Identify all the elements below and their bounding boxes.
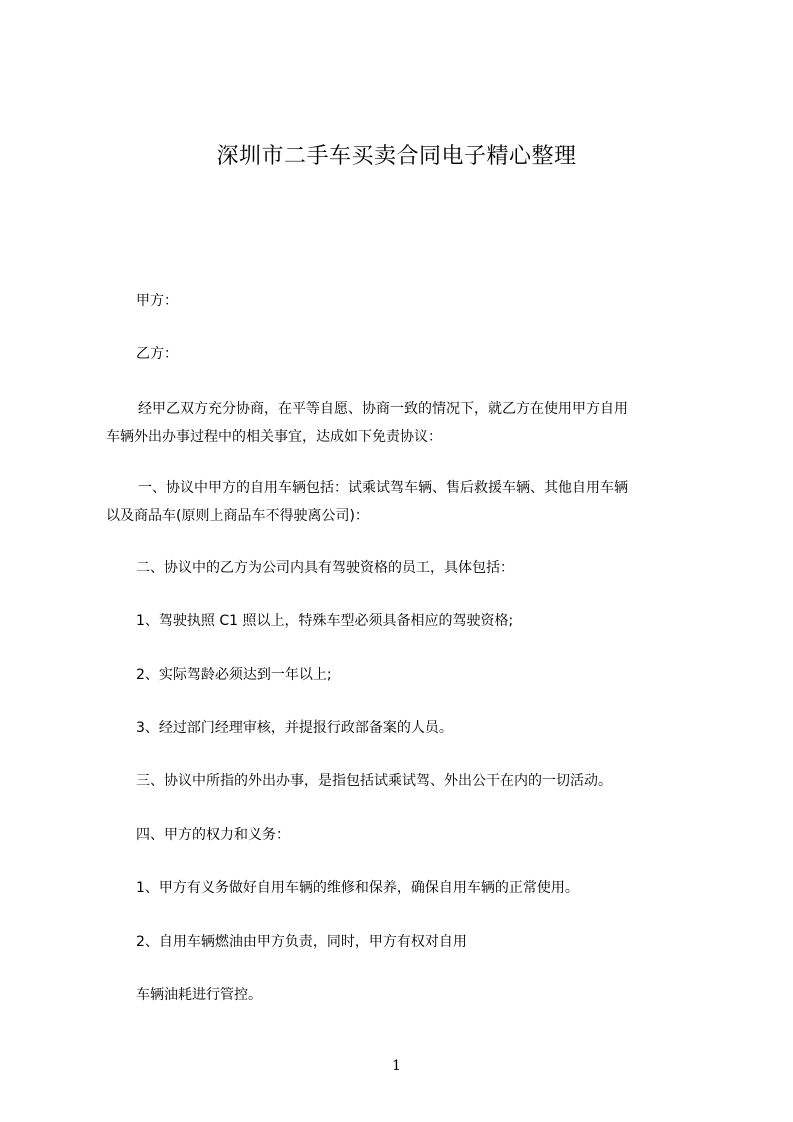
- clause-2-heading: 二、协议中的乙方为公司内具有驾驶资格的员工，具体包括：: [136, 560, 514, 576]
- clause-1-line-2: 以及商品车(原则上商品车不得驶离公司)：: [106, 508, 369, 524]
- clause-2-item-2: 2、实际驾龄必须达到一年以上;: [136, 667, 332, 683]
- clause-1-line-1: 一、协议中甲方的自用车辆包括：试乘试驾车辆、售后救援车辆、其他自用车辆: [138, 480, 628, 496]
- page-number: 1: [392, 1058, 401, 1074]
- clause-4-item-2: 2、自用车辆燃油由甲方负责，同时，甲方有权对自用: [136, 934, 467, 950]
- clause-4-heading: 四、甲方的权力和义务：: [136, 827, 290, 843]
- intro-line-2: 车辆外出办事过程中的相关事宜，达成如下免责协议：: [106, 429, 442, 445]
- clause-3-paragraph: 三、协议中所指的外出办事，是指包括试乘试驾、外出公干在内的一切活动。: [136, 773, 612, 789]
- document-title: 深圳市二手车买卖合同电子精心整理: [216, 144, 577, 169]
- clause-4-item-1: 1、甲方有义务做好自用车辆的维修和保养，确保自用车辆的正常使用。: [136, 880, 579, 896]
- party-a-label: 甲方：: [136, 293, 178, 309]
- clause-1-paragraph: [106, 474, 702, 530]
- intro-line-1: 经甲乙双方充分协商，在平等自愿、协商一致的情况下，就乙方在使用甲方自用: [138, 401, 628, 417]
- clause-2-item-3: 3、经过部门经理审核，并提报行政部备案的人员。: [136, 720, 453, 736]
- clause-4-item-2-continuation: 车辆油耗进行管控。: [136, 987, 262, 1003]
- intro-paragraph: [106, 395, 702, 451]
- party-b-label: 乙方：: [136, 346, 178, 362]
- clause-2-item-1: 1、驾驶执照 C1 照以上，特殊车型必须具备相应的驾驶资格;: [136, 613, 514, 629]
